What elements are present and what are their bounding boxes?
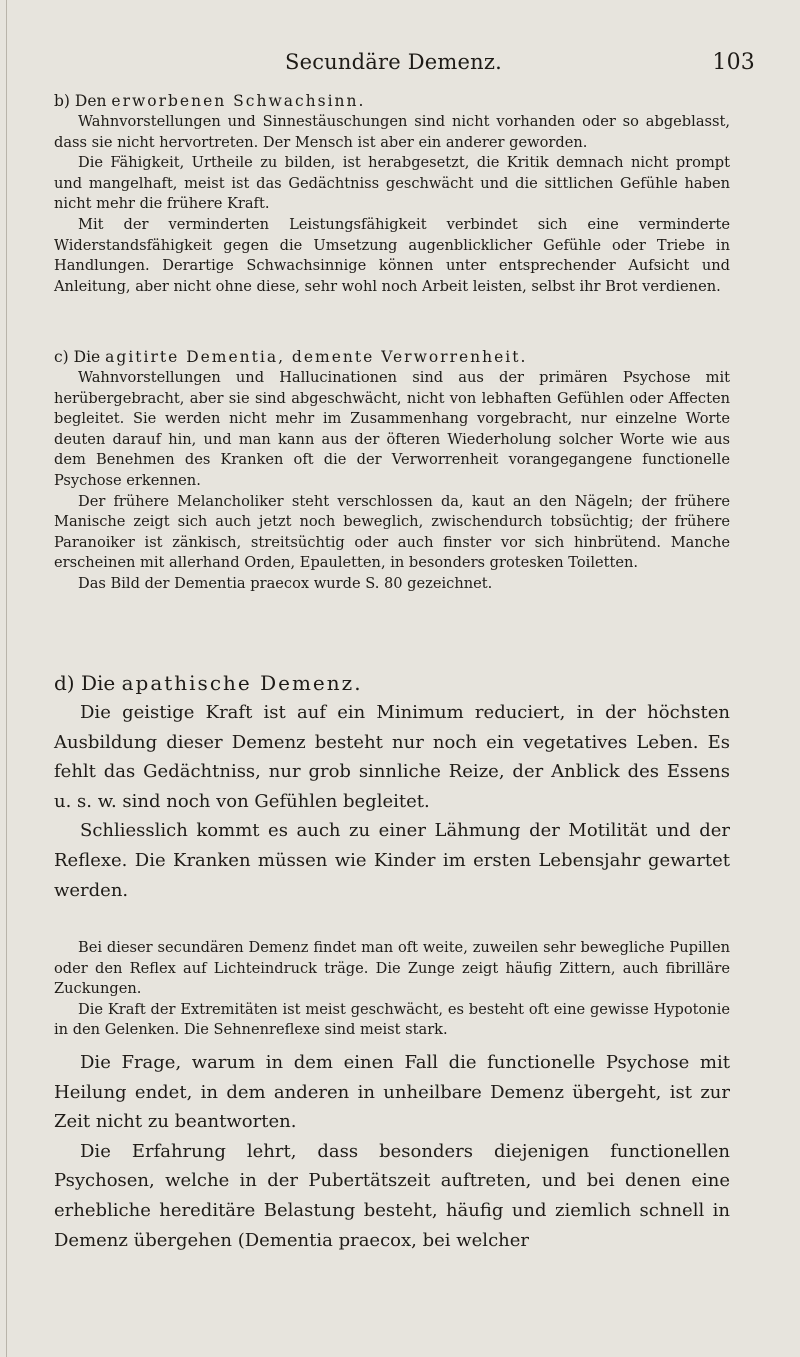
page-number: 103 (712, 50, 755, 75)
section-d-heading-prefix: d) Die (54, 671, 116, 695)
section-d-heading (54, 668, 730, 698)
section-c-heading-spaced: agitirte Dementia, demente Verworrenheit. (105, 348, 528, 366)
section-b-heading (54, 90, 730, 112)
section-d (54, 668, 730, 905)
section-c (54, 346, 730, 595)
section-b-heading-spaced: erworbenen Schwachsinn. (111, 92, 366, 110)
clinical-note-paragraph-2: Die Kraft der Extremitäten ist meist geschwächt, es besteht oft eine gewisse Hypotonie in den Gelenken. Die Sehnenreflexe sind meist stark. (54, 1000, 730, 1039)
section-b-paragraph-3: Mit der verminderten Leistungsfähigkeit verbindet sich eine verminderte Widerstandsfähigkeit gegen die Umsetzung augenblicklicher Gefühle oder Triebe in Handlungen. Derartige Schwachsinnige können unter entsprechender Aufsicht und Anleitung, aber nicht ohne diese, sehr wohl noch Arbeit leisten, selbst ihr Brot verdienen. (54, 215, 730, 295)
section-b-paragraph-2: Die Fähigkeit, Urtheile zu bilden, ist herabgesetzt, die Kritik demnach nicht prompt und mangelhaft, meist ist das Gedächtniss geschwächt und die sittlichen Gefühle haben nicht mehr die frühere Kraft. (54, 154, 730, 213)
section-c-paragraph-2: Der frühere Melancholiker steht verschlossen da, kaut an den Nägeln; der frühere Manische zeigt sich auch jetzt noch beweglich, zwischendurch tobsüchtig; der frühere Paranoiker ist zänkisch, streitsüchtig oder auch finster vor sich hinbrütend. Manche erscheinen mit allerhand Orden, Epauletten, in besonders grotesken Toiletten. (54, 492, 730, 572)
clinical-note-paragraph-1: Bei dieser secundären Demenz findet man oft weite, zuweilen sehr bewegliche Pupillen oder den Reflex auf Lichteindruck träge. Die Zunge zeigt häufig Zittern, auch fibrilläre Zuckungen. (54, 939, 730, 998)
page-edge-line (6, 0, 7, 1357)
section-d-heading-spaced: apathische Demenz. (121, 671, 363, 695)
section-b (54, 90, 730, 297)
section-c-paragraph-3: Das Bild der Dementia praecox wurde S. 80 gezeichnet. (78, 574, 493, 592)
closing-paragraph-2: Die Erfahrung lehrt, dass besonders diejenigen functionellen Psychosen, welche in der Pubertätszeit auftreten, und bei denen eine erhebliche hereditäre Belastung besteht, häufig und ziemlich schnell in Demenz übergehen (Dementia praecox, bei welcher (54, 1140, 730, 1251)
section-d-paragraph-1: Die geistige Kraft ist auf ein Minimum reduciert, in der höchsten Ausbildung dieser Demenz besteht nur noch ein vegetatives Leben. Es fehlt das Gedächtniss, nur grob sinnliche Reize, der Anblick des Essens u. s. w. sind noch von Gefühlen begleitet. (54, 702, 730, 812)
section-c-paragraph-1: Wahnvorstellungen und Hallucinationen sind aus der primären Psychose mit herübergebracht, aber sie sind abgeschwächt, nicht von lebhaften Gefühlen oder Affecten begleitet. Sie werden nicht mehr im Zusammenhang vorgebracht, nur einzelne Worte deuten darauf hin, und man kann aus der öfteren Wiederholung solcher Worte wie aus dem Benehmen des Kranken oft die der Verworrenheit vorangegangene functionelle Psychose erkennen. (54, 369, 730, 489)
section-b-heading-prefix: b) Den (54, 92, 107, 110)
closing-paragraph-1: Die Frage, warum in dem einen Fall die functionelle Psychose mit Heilung endet, in dem anderen in unheilbare Demenz übergeht, ist zur Zeit nicht zu beantworten. (54, 1052, 730, 1133)
running-head (285, 50, 800, 82)
section-c-heading (54, 346, 730, 368)
running-head-title: Secundäre Demenz. (285, 50, 502, 74)
clinical-note (54, 938, 730, 1041)
closing-section (54, 1048, 730, 1255)
section-d-paragraph-2: Schliesslich kommt es auch zu einer Lähmung der Motilität und der Reflexe. Die Kranken müssen wie Kinder im ersten Lebensjahr gewartet werden. (54, 820, 730, 901)
section-b-paragraph-1: Wahnvorstellungen und Sinnestäuschungen sind nicht vorhanden oder so abgeblasst, dass sie nicht hervortreten. Der Mensch ist aber ein anderer geworden. (54, 113, 730, 151)
section-c-heading-prefix: c) Die (54, 348, 101, 366)
